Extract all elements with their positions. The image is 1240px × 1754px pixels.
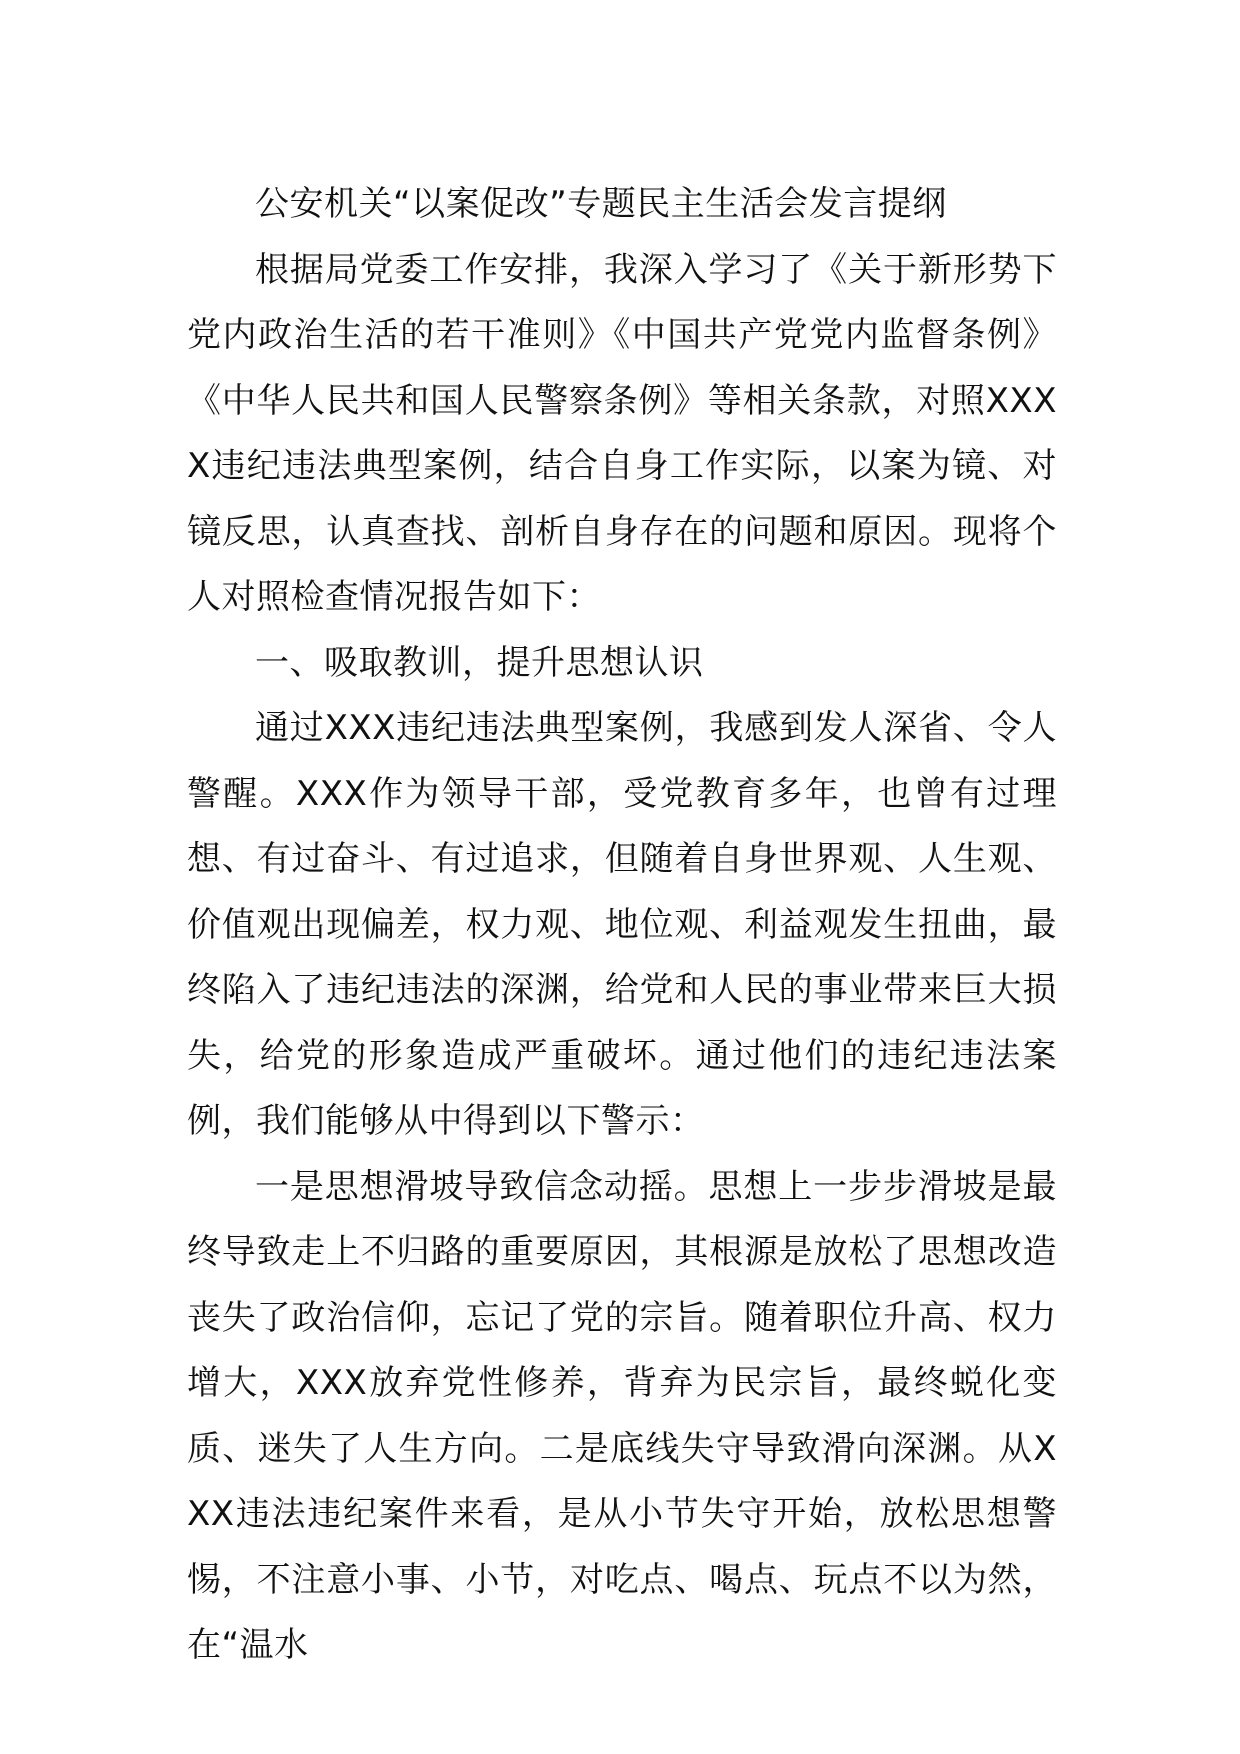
section-heading-1: 一、吸取教训，提升思想认识 (255, 642, 704, 683)
document-body (187, 172, 1057, 1679)
case-lesson-paragraph: 通过XXX违纪违法典型案例，我感到发人深省、令人警醒。XXX作为领导干部，受党教育多年，也曾有过理想、有过奋斗、有过追求，但随着自身世界观、人生观、价值观出现偏差，权力观、地位观、利益观发生扭曲，最终陷入了违纪违法的深渊，给党和人民的事业带来巨大损失，给党的形象造成严重破坏。通过他们的违纪违法案例，我们能够从中得到以下警示： (187, 708, 1057, 1141)
warnings-paragraph: 一是思想滑坡导致信念动摇。思想上一步步滑坡是最终导致走上不归路的重要原因，其根源是放松了思想改造丧失了政治信仰，忘记了党的宗旨。随着职位升高、权力增大，XXX放弃党性修养，背弃为民宗旨，最终蜕化变质、迷失了人生方向。二是底线失守导致滑向深渊。从XXX违法违纪案件来看，是从小节失守开始，放松思想警惕，不注意小事、小节，对吃点、喝点、玩点不以为然，在“温水 (187, 1166, 1057, 1665)
intro-paragraph: 根据局党委工作安排，我深入学习了《关于新形势下党内政治生活的若干准则》《中国共产党党内监督条例》《中华人民共和国人民警察条例》等相关条款，对照XXXX违纪违法典型案例，结合自身工作实际，以案为镜、对镜反思，认真查找、剖析自身存在的问题和原因。现将个人对照检查情况报告如下： (187, 249, 1057, 617)
document-title: 公安机关“以案促改”专题民主生活会发言提纲 (255, 184, 947, 224)
